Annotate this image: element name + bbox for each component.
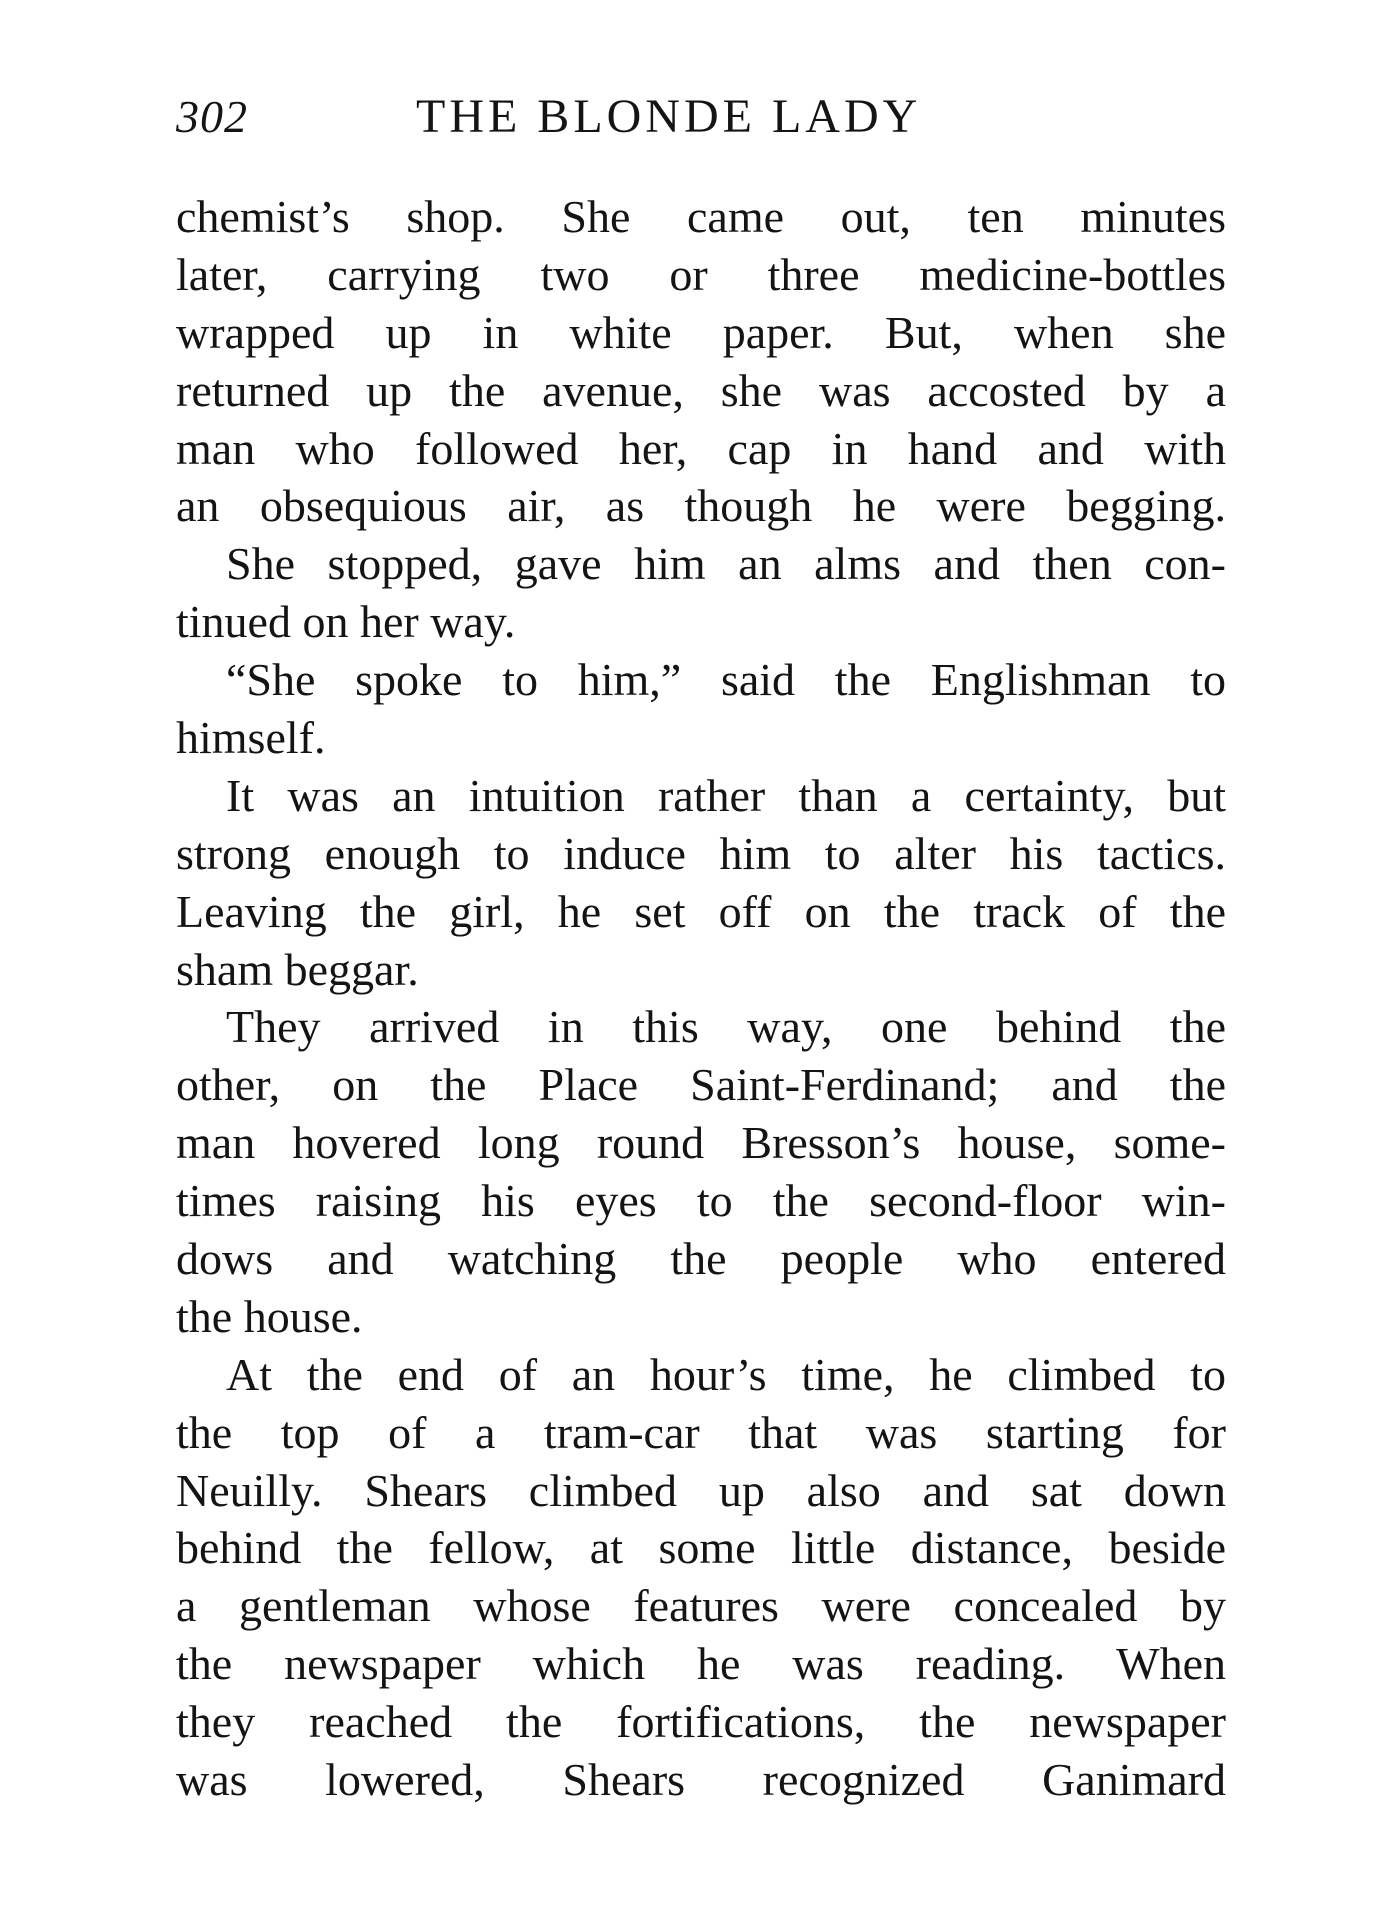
text-line: himself. [176, 712, 326, 764]
text-line: chemist’s shop. She came out, ten minutes [176, 191, 1226, 242]
text-line: an obsequious air, as though he were begging. [176, 480, 1226, 532]
text-line: tinued on her way. [176, 596, 516, 648]
body-text [176, 188, 1226, 1809]
text-line: wrapped up in white paper. But, when she [176, 306, 1226, 358]
text-line: returned up the avenue, she was accosted by a [176, 364, 1226, 416]
text-line: Neuilly. Shears climbed up also and sat down [176, 1464, 1226, 1516]
text-line: times raising his eyes to the second-floor win- [176, 1175, 1226, 1227]
text-line: was lowered, Shears recognized Ganimard [176, 1754, 1226, 1806]
page-number: 302 [176, 91, 248, 142]
text-line: dows and watching the people who entered [176, 1233, 1226, 1285]
text-line: man who followed her, cap in hand and with [176, 422, 1226, 474]
text-line: behind the fellow, at some little distance, beside [176, 1522, 1226, 1574]
text-line: man hovered long round Bresson’s house, some- [176, 1117, 1226, 1169]
text-line: later, carrying two or three medicine-bottles [176, 248, 1226, 300]
text-line: She stopped, gave him an alms and then con- [226, 538, 1226, 590]
text-line: At the end of an hour’s time, he climbed to [226, 1348, 1226, 1400]
text-line: the top of a tram-car that was starting for [176, 1406, 1226, 1458]
text-line: the newspaper which he was reading. When [176, 1638, 1226, 1690]
text-line: the house. [176, 1290, 363, 1342]
text-line: strong enough to induce him to alter his tactics. [176, 827, 1226, 879]
text-line: sham beggar. [176, 943, 419, 995]
text-line: Leaving the girl, he set off on the track of the [176, 885, 1226, 937]
text-line: “She spoke to him,” said the Englishman to [226, 654, 1226, 706]
text-line: a gentleman whose features were concealed by [176, 1580, 1226, 1632]
page-header [176, 82, 1226, 152]
text-line: they reached the fortifications, the newspaper [176, 1696, 1226, 1748]
text-line: It was an intuition rather than a certainty, but [226, 769, 1226, 821]
running-head: THE BLONDE LADY [416, 90, 922, 143]
text-line: They arrived in this way, one behind the [226, 1001, 1226, 1053]
text-line: other, on the Place Saint-Ferdinand; and the [176, 1059, 1226, 1111]
